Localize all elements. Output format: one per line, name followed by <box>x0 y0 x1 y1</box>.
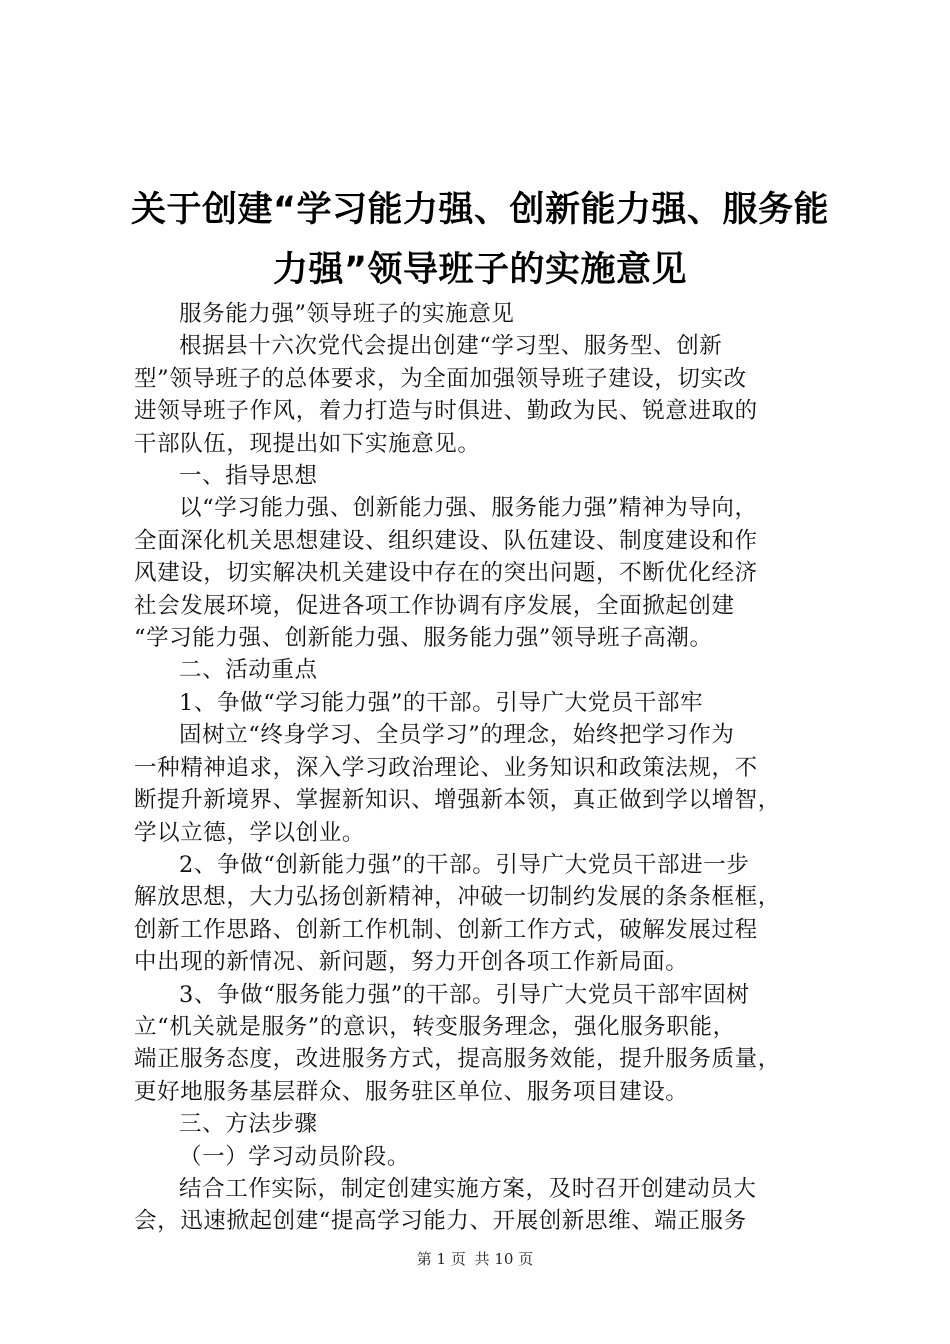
title-line-1: 关于创建“学习能力强、创新能力强、服务能 <box>130 190 829 230</box>
paragraph-point-1-lead <box>134 687 834 719</box>
paragraph-guiding-thought <box>134 492 834 654</box>
text-line: 风建设，切实解决机关建设中存在的突出问题，不断优化经济 <box>134 560 758 587</box>
text-line: 社会发展环境，促进各项工作协调有序发展，全面掀起创建 <box>134 592 735 619</box>
text-line: 一种精神追求，深入学习政治理论、业务知识和政策法规，不 <box>134 754 758 781</box>
text-line: 更好地服务基层群众、服务驻区单位、服务项目建设。 <box>134 1078 689 1105</box>
text-line: 进领导班子作风，着力打造与时俱进、勤政为民、锐意进取的 <box>134 398 758 425</box>
section-heading-2 <box>134 654 834 686</box>
text-line: 会，迅速掀起创建“提高学习能力、开展创新思维、端正服务 <box>134 1208 747 1235</box>
text-line: 干部队伍，现提出如下实施意见。 <box>134 430 481 457</box>
text-line: 学以立德，学以创业。 <box>134 819 366 846</box>
paragraph-subtitle <box>134 298 834 330</box>
subsection-heading-1 <box>134 1141 834 1173</box>
page-footer <box>0 1248 950 1269</box>
title-line-2: 力强”领导班子的实施意见 <box>272 250 687 290</box>
text-line: （一）学习动员阶段。 <box>179 1143 411 1170</box>
text-line: 根据县十六次党代会提出创建“学习型、服务型、创新 <box>179 333 723 360</box>
text-line: 全面深化机关思想建设、组织建设、队伍建设、制度建设和作 <box>134 527 758 554</box>
text-line: 固树立“终身学习、全员学习”的理念，始终把学习作为 <box>179 722 735 749</box>
document-body <box>134 298 834 1238</box>
paragraph-point-3 <box>134 979 834 1109</box>
text-line: 型”领导班子的总体要求，为全面加强领导班子建设，切实改 <box>134 365 747 392</box>
page-total: 共 10 页 <box>474 1250 534 1268</box>
text-line: 断提升新境界、掌握新知识、增强新本领，真正做到学以增智， <box>134 787 781 814</box>
text-line: 创新工作思路、创新工作机制、创新工作方式，破解发展过程 <box>134 916 758 943</box>
document-title <box>110 180 850 300</box>
text-line: 解放思想，大力弘扬创新精神，冲破一切制约发展的条条框框， <box>134 884 781 911</box>
paragraph-point-2 <box>134 849 834 979</box>
page-number: 第 1 页 <box>416 1250 466 1268</box>
text-line: 服务能力强”领导班子的实施意见 <box>179 301 515 327</box>
text-line: 以“学习能力强、创新能力强、服务能力强”精神为导向， <box>179 495 758 522</box>
text-line: 端正服务态度，改进服务方式，提高服务效能，提升服务质量， <box>134 1046 781 1073</box>
text-line: 结合工作实际，制定创建实施方案，及时召开创建动员大 <box>179 1175 757 1202</box>
paragraph-mobilization <box>134 1173 834 1238</box>
paragraph-point-1 <box>134 719 834 849</box>
text-line: 1、争做“学习能力强”的干部。引导广大党员干部牢 <box>179 689 704 716</box>
text-line: 二、活动重点 <box>179 657 318 684</box>
text-line: 立“机关就是服务”的意识，转变服务理念，强化服务职能， <box>134 1013 736 1040</box>
text-line: 3、争做“服务能力强”的干部。引导广大党员干部牢固树 <box>179 981 750 1008</box>
section-heading-3 <box>134 1108 834 1140</box>
text-line: 中出现的新情况、新问题，努力开创各项工作新局面。 <box>134 949 689 976</box>
text-line: 三、方法步骤 <box>179 1111 318 1138</box>
text-line: “学习能力强、创新能力强、服务能力强”领导班子高潮。 <box>134 625 713 652</box>
section-heading-1 <box>134 460 834 492</box>
text-line: 一、指导思想 <box>179 463 318 490</box>
text-line: 2、争做“创新能力强”的干部。引导广大党员干部进一步 <box>179 851 750 878</box>
paragraph-intro <box>134 330 834 460</box>
